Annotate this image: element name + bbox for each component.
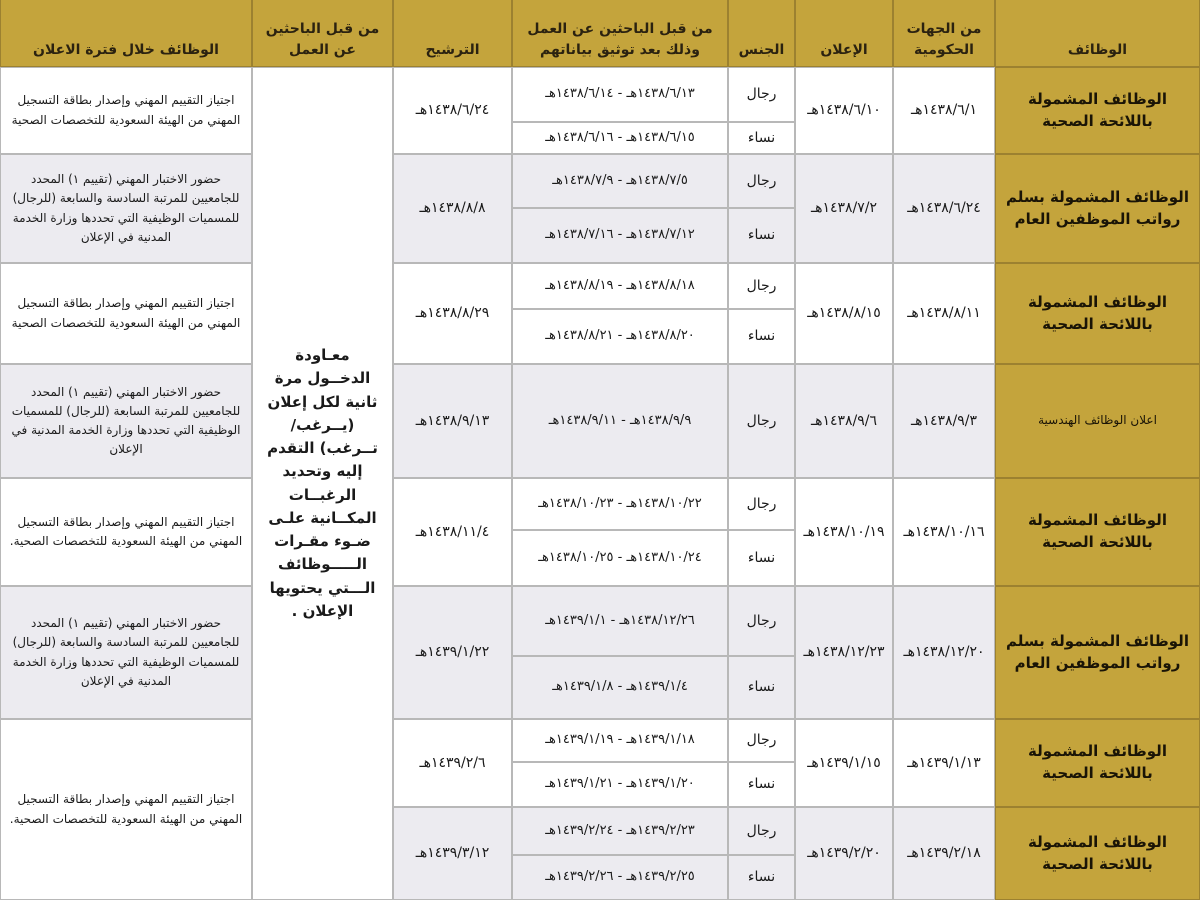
job-type-cell: الوظائف المشمولة بسلم رواتب الموظفين العام xyxy=(995,154,1200,263)
government-date-cell: ١٤٣٨/٦/٢٤هـ xyxy=(893,154,995,263)
job-type-cell: الوظائف المشمولة بسلم رواتب الموظفين العام xyxy=(995,586,1200,719)
header-job-type: الوظائف xyxy=(995,0,1200,67)
nomination-date-cell: ١٤٣٨/٨/٢٩هـ xyxy=(393,263,512,364)
gender-women-cell: نساء xyxy=(728,762,795,807)
gender-men-cell: رجال xyxy=(728,586,795,656)
men-period-cell: ١٤٣٨/٦/١٣هـ - ١٤٣٨/٦/١٤هـ xyxy=(512,67,728,122)
women-period-cell: ١٤٣٩/١/٤هـ - ١٤٣٩/١/٨هـ xyxy=(512,656,728,719)
men-period-cell: ١٤٣٨/١٢/٢٦هـ - ١٤٣٩/١/١هـ xyxy=(512,586,728,656)
requirements-cell: اجتياز التقييم المهني وإصدار بطاقة التسجيل المهني من الهيئة السعودية للتخصصات الصحية xyxy=(0,67,252,154)
job-type-cell: الوظائف المشمولة باللائحة الصحية xyxy=(995,478,1200,586)
nomination-date-cell: ١٤٣٨/٨/٨هـ xyxy=(393,154,512,263)
women-period-cell: ١٤٣٨/٧/١٢هـ - ١٤٣٨/٧/١٦هـ xyxy=(512,208,728,263)
government-date-cell: ١٤٣٨/٨/١١هـ xyxy=(893,263,995,364)
header-nomination: الترشيح xyxy=(393,0,512,67)
gender-women-cell: نساء xyxy=(728,122,795,154)
men-period-cell: ١٤٣٩/١/١٨هـ - ١٤٣٩/١/١٩هـ xyxy=(512,719,728,762)
men-period-cell: ١٤٣٨/١٠/٢٢هـ - ١٤٣٨/١٠/٢٣هـ xyxy=(512,478,728,530)
gender-women-cell: نساء xyxy=(728,855,795,900)
nomination-date-cell: ١٤٣٨/٦/٢٤هـ xyxy=(393,67,512,154)
government-date-cell: ١٤٣٨/١٢/٢٠هـ xyxy=(893,586,995,719)
announcement-date-cell: ١٤٣٩/١/١٥هـ xyxy=(795,719,893,807)
government-date-cell: ١٤٣٨/٩/٣هـ xyxy=(893,364,995,478)
return-note-cell: معـاودة الدخــول مرة ثانية لكل إعلان (يــرغب/ تــرغب) التقدم إليه وتحديد الرغبــات المكــانية علـى ضـوء مقـرات الـــــوظائف الـــتي يحتويها الإعلان . xyxy=(252,67,393,900)
nomination-date-cell: ١٤٣٩/١/٢٢هـ xyxy=(393,586,512,719)
announcement-date-cell: ١٤٣٨/٧/٢هـ xyxy=(795,154,893,263)
requirements-cell: حضور الاختبار المهني (تقييم ١) المحدد للجامعيين للمرتبة السادسة والسابعة (للرجال) للمسميات الوظيفية التي تحددها وزارة الخدمة المدنية في الإعلان xyxy=(0,586,252,719)
gender-women-cell: نساء xyxy=(728,656,795,719)
men-period-cell: ١٤٣٨/٨/١٨هـ - ١٤٣٨/٨/١٩هـ xyxy=(512,263,728,309)
men-period-cell: ١٤٣٩/٢/٢٣هـ - ١٤٣٩/٢/٢٤هـ xyxy=(512,807,728,855)
government-date-cell: ١٤٣٨/٦/١هـ xyxy=(893,67,995,154)
gender-men-cell: رجال xyxy=(728,364,795,478)
gender-men-cell: رجال xyxy=(728,154,795,208)
gender-men-cell: رجال xyxy=(728,263,795,309)
nomination-date-cell: ١٤٣٩/٣/١٢هـ xyxy=(393,807,512,900)
announcement-date-cell: ١٤٣٨/١٢/٢٣هـ xyxy=(795,586,893,719)
announcement-date-cell: ١٤٣٨/٦/١٠هـ xyxy=(795,67,893,154)
government-date-cell: ١٤٣٩/١/١٣هـ xyxy=(893,719,995,807)
gender-men-cell: رجال xyxy=(728,478,795,530)
gender-men-cell: رجال xyxy=(728,719,795,762)
job-type-cell: الوظائف المشمولة باللائحة الصحية xyxy=(995,263,1200,364)
gender-women-cell: نساء xyxy=(728,309,795,364)
women-period-cell: ١٤٣٩/٢/٢٥هـ - ١٤٣٩/٢/٢٦هـ xyxy=(512,855,728,900)
header-return-note: من قبل الباحثين عن العمل xyxy=(252,0,393,67)
requirements-cell: اجتياز التقييم المهني وإصدار بطاقة التسجيل المهني من الهيئة السعودية للتخصصات الصحية. xyxy=(0,478,252,586)
nomination-date-cell: ١٤٣٩/٢/٦هـ xyxy=(393,719,512,807)
men-period-cell: ١٤٣٨/٩/٩هـ - ١٤٣٨/٩/١١هـ xyxy=(512,364,728,478)
requirements-cell: حضور الاختبار المهني (تقييم ١) المحدد للجامعيين للمرتبة السادسة والسابعة (للرجال) للمسميات الوظيفية التي تحددها وزارة الخدمة المدنية في الإعلان xyxy=(0,154,252,263)
gender-men-cell: رجال xyxy=(728,67,795,122)
requirements-cell: اجتياز التقييم المهني وإصدار بطاقة التسجيل المهني من الهيئة السعودية للتخصصات الصحية. xyxy=(0,719,252,900)
header-government-date: من الجهات الحكومية xyxy=(893,0,995,67)
women-period-cell: ١٤٣٨/٨/٢٠هـ - ١٤٣٨/٨/٢١هـ xyxy=(512,309,728,364)
nomination-date-cell: ١٤٣٨/١١/٤هـ xyxy=(393,478,512,586)
announcement-date-cell: ١٤٣٨/١٠/١٩هـ xyxy=(795,478,893,586)
header-gender: الجنس xyxy=(728,0,795,67)
job-type-cell: اعلان الوظائف الهندسية xyxy=(995,364,1200,478)
government-date-cell: ١٤٣٩/٢/١٨هـ xyxy=(893,807,995,900)
job-type-cell: الوظائف المشمولة باللائحة الصحية xyxy=(995,719,1200,807)
header-announcement: الإعلان xyxy=(795,0,893,67)
requirements-cell: اجتياز التقييم المهني وإصدار بطاقة التسجيل المهني من الهيئة السعودية للتخصصات الصحية xyxy=(0,263,252,364)
women-period-cell: ١٤٣٨/٦/١٥هـ - ١٤٣٨/٦/١٦هـ xyxy=(512,122,728,154)
header-application-period: من قبل الباحثين عن العمل وذلك بعد توثيق بياناتهم xyxy=(512,0,728,67)
header-requirements: الوظائف خلال فترة الاعلان xyxy=(0,0,252,67)
job-type-cell: الوظائف المشمولة باللائحة الصحية xyxy=(995,67,1200,154)
nomination-date-cell: ١٤٣٨/٩/١٣هـ xyxy=(393,364,512,478)
men-period-cell: ١٤٣٨/٧/٥هـ - ١٤٣٨/٧/٩هـ xyxy=(512,154,728,208)
gender-women-cell: نساء xyxy=(728,530,795,586)
requirements-cell: حضور الاختبار المهني (تقييم ١) المحدد للجامعيين للمرتبة السابعة (للرجال) للمسميات الوظيفية التي تحددها وزارة الخدمة المدنية في الإعلان xyxy=(0,364,252,478)
announcement-date-cell: ١٤٣٨/٩/٦هـ xyxy=(795,364,893,478)
women-period-cell: ١٤٣٩/١/٢٠هـ - ١٤٣٩/١/٢١هـ xyxy=(512,762,728,807)
announcement-date-cell: ١٤٣٨/٨/١٥هـ xyxy=(795,263,893,364)
job-type-cell: الوظائف المشمولة باللائحة الصحية xyxy=(995,807,1200,900)
gender-women-cell: نساء xyxy=(728,208,795,263)
government-date-cell: ١٤٣٨/١٠/١٦هـ xyxy=(893,478,995,586)
women-period-cell: ١٤٣٨/١٠/٢٤هـ - ١٤٣٨/١٠/٢٥هـ xyxy=(512,530,728,586)
gender-men-cell: رجال xyxy=(728,807,795,855)
announcement-date-cell: ١٤٣٩/٢/٢٠هـ xyxy=(795,807,893,900)
